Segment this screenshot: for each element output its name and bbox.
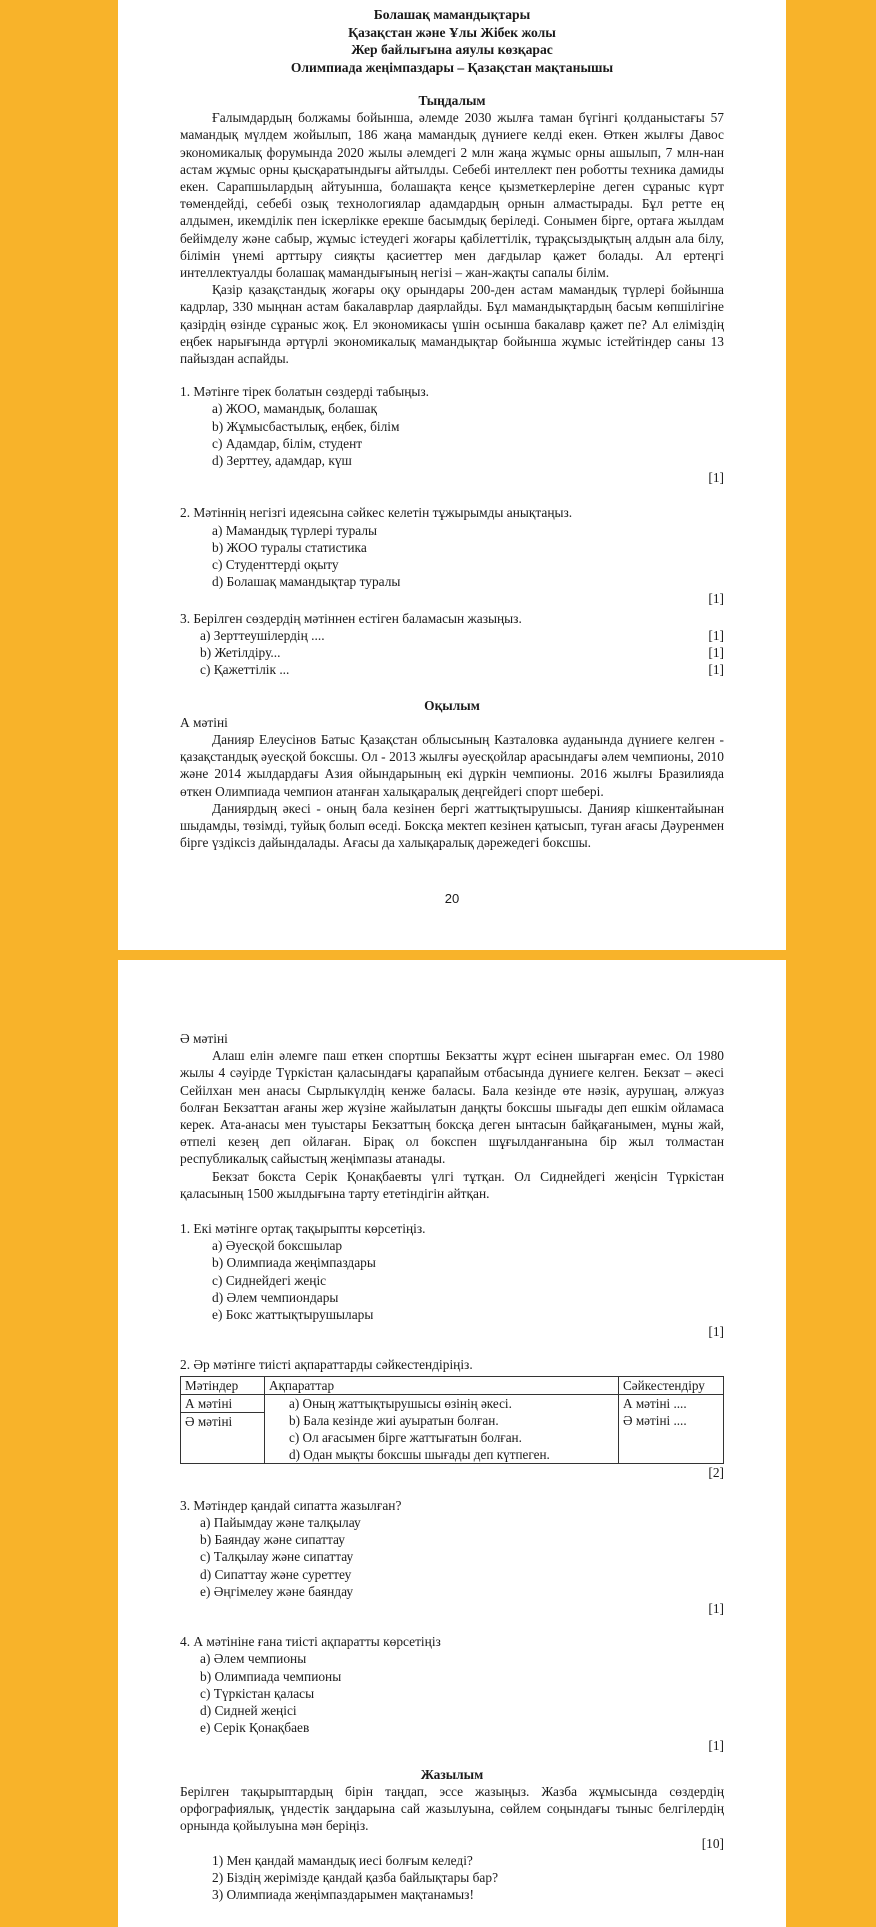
matching-table	[180, 1376, 724, 1464]
listening-paragraph: Қазір қазақстандық жоғары оқу орындары 200-ден астам мамандық түрлері бойынша кадрлар, 330 мыңнан астам бакалаврлар даярлайды. Бұл мамандықтардың басым көпшілігіне қазірдің өзінде сұраныс жоқ. Ел экономикасы үшін осынша бакалавр қажет пе? Ал еліміздің еңбек нарығында әртүрлі экономикалық мамандықтар бойынша жұмыс істейтіндер саны 13 пайыздан аспайды.	[180, 282, 724, 367]
table-header-cell: Сәйкестендіру	[619, 1376, 724, 1394]
score-mark: [1]	[708, 1324, 724, 1340]
score-mark: [1]	[708, 470, 724, 486]
score-mark: [10]	[701, 1835, 724, 1851]
text-a-paragraph: Даниярдың әкесі - оның бала кезінен бергі жаттықтырушысы. Данияр кішкентайынан шыдамды, төзімді, туйық болып өседі. Боксқа мектеп кезінен қатысып, туған ағасы Дәуренмен бірге үздіксіз дайындалады. Ағасы да халықаралық дәрежедегі боксшы.	[180, 800, 724, 851]
question-text: 3. Мәтіндер қандай сипатта жазылған?	[180, 1497, 402, 1513]
score-mark: [1]	[708, 1737, 724, 1753]
page-number: 20	[444, 891, 460, 906]
match-blank: А мәтіні ....	[623, 1395, 687, 1411]
score-mark: [1]	[708, 645, 724, 661]
table-cell	[619, 1394, 724, 1463]
question-text: 1. Екі мәтінге ортақ тақырыпты көрсетіңіз.	[180, 1221, 426, 1237]
text-name-cell: А мәтіні	[181, 1395, 264, 1413]
text-name-cell: Ә мәтіні	[185, 1413, 233, 1429]
listening-paragraph: Ғалымдардың болжамы бойынша, әлемде 2030 жылға таман бүгінгі қолданыстағы 57 мамандық мүлдем жойылып, 186 жаңа мамандық дүниеге келді екен. Өткен жылғы Давос экономикалық форумында 2020 жылы әлемдегі 2 млн жаңа жұмыс орны ашылып, 7 млн-нан астам жұмыс орны қысқаратындығы айтылды. Себебі интеллект пен роботты техника дамиды екен. Сарапшылардың айтуынша, болашақта кеңсе қызметкерлеріне деген сұраныс күрт төмендейді, себебі озық технологиялар адамдардың орнын алмастырады. Бұл ретте ең алдымен, икемділік пен іскерлікке ерекше басымдық беріледі. Сонымен бірге, ортаға жылдам бейімделу және сабыр, жұмыс істеудегі жоғары қабілеттілік, тұрақсыздықтың алдын ала білу, білімін үнемі арттыру сияқты қасиеттер мен дағдылар қажет болады. Ал ертеңгі интеллектуалды болашақ мамандығының негізі – жан-жақты сапалы білім.	[180, 110, 724, 281]
document-page-2	[118, 960, 786, 1927]
question-block	[180, 383, 724, 486]
document-page-1	[118, 0, 786, 950]
answer-option: b) Олимпиада чемпионы	[200, 1668, 342, 1684]
answer-option: c) Түркістан қаласы	[200, 1685, 315, 1701]
section-title-reading: Оқылым	[424, 697, 480, 713]
table-cell	[265, 1394, 619, 1463]
answer-option: d) Зерттеу, адамдар, күш	[212, 453, 352, 469]
question-text: 1. Мәтінге тірек болатын сөздерді табыңыз.	[180, 384, 430, 400]
text-a-label: А мәтіні	[180, 714, 228, 730]
info-item: a) Оның жаттықтырушысы өзінің әкесі.	[289, 1395, 512, 1411]
answer-option: a) Мамандық түрлері туралы	[212, 522, 378, 538]
text-b-paragraph: Алаш елін әлемге паш еткен спортшы Бекзатты жұрт есінен шығарған емес. Ол 1980 жылы 4 сәуірде Түркістан қаласындағы қарапайым отбасында дүниеге келген. Бекзат – әкесі Сейілхан мен анасы Сырлыкүлдің кенже баласы. Бала кезінде өте нәзік, аурушаң, әлжуаз болған Бекзаттан ағаны жер жүзіне жайылатын даңқты боксшы шығады деп ешкім ойламаса керек. Ата-анасы мен туыстары Бекзаттың боксқа деген ынтасын байқағанымен, мұны жай, өтпелі кезең деп ойлаған. Бірақ ол бокспен шұғылданғанына бір жыл толмастан республикалық сайыстың жеңімпазы атанады.	[180, 1048, 724, 1167]
answer-option: b) Жұмысбастылық, еңбек, білім	[212, 418, 400, 434]
answer-option: d) Әлем чемпиондары	[212, 1289, 339, 1305]
answer-option: b) Баяндау және сипаттау	[200, 1532, 345, 1548]
info-item: d) Одан мықты боксшы шығады деп күтпеген.	[289, 1446, 550, 1462]
answer-row	[180, 627, 724, 644]
answer-option: b) Олимпиада жеңімпаздары	[212, 1255, 376, 1271]
question-text: 3. Берілген сөздердің мәтіннен естіген баламасын жазыңыз.	[180, 610, 522, 626]
answer-option: a) ЖОО, мамандық, болашақ	[212, 401, 377, 417]
answer-item: a) Зерттеушілердің ....	[200, 627, 325, 643]
text-b-paragraph: Бекзат бокста Серік Қонақбаевты үлгі тұтқан. Ол Сиднейдегі жеңісін Түркістан қаласының 1500 жылдығына тарту ететіндігін айтқан.	[180, 1168, 724, 1201]
score-mark: [1]	[708, 627, 724, 643]
answer-option: e) Әңгімелеу және баяндау	[200, 1583, 354, 1599]
question-block	[180, 504, 724, 607]
answer-row	[180, 644, 724, 661]
score-mark: [1]	[708, 1601, 724, 1617]
section-title-writing: Жазылым	[420, 1766, 484, 1782]
answer-option: d) Болашақ мамандықтар туралы	[212, 574, 401, 590]
answer-option: d) Сипаттау және суреттеу	[200, 1566, 352, 1582]
header-line: Қазақстан және Ұлы Жібек жолы	[348, 24, 556, 40]
answer-option: c) Сиднейдегі жеңіс	[212, 1272, 327, 1288]
question-block	[180, 1497, 724, 1617]
answer-item: b) Жетілдіру...	[200, 645, 281, 661]
question-block	[180, 1633, 724, 1753]
header-line: Болашақ мамандықтары	[373, 7, 531, 22]
table-cell	[181, 1394, 265, 1463]
answer-option: e) Бокс жаттықтырушылары	[212, 1307, 374, 1323]
answer-option: c) Адамдар, білім, студент	[212, 435, 363, 451]
essay-topic: 1) Мен қандай мамандық иесі болғым келеді?	[212, 1852, 473, 1868]
question-block	[180, 610, 724, 679]
essay-topic: 2) Біздің жерімізде қандай қазба байлықтары бар?	[212, 1869, 499, 1885]
question-text: 2. Әр мәтінге тиісті ақпараттарды сәйкестендіріңіз.	[180, 1357, 473, 1373]
writing-instruction: Берілген тақырыптардың бірін таңдап, эссе жазыңыз. Жазба жұмысында сөздердің орфографиялық, үндестік заңдарына сай жазылуына, сөйлем соңындағы тыныс белгілердің орнында қойылуына мән беріңіз.	[180, 1783, 724, 1834]
answer-option: e) Серік Қонақбаев	[200, 1720, 310, 1736]
table-header-cell: Мәтіндер	[181, 1376, 265, 1394]
header-line: Жер байлығына аяулы көзқарас	[351, 42, 553, 57]
question-text: 4. А мәтініне ғана тиісті ақпаратты көрсетіңіз	[180, 1634, 441, 1650]
answer-option: d) Сидней жеңісі	[200, 1703, 297, 1719]
info-item: c) Ол ағасымен бірге жаттығатын болған.	[289, 1429, 522, 1445]
table-row	[181, 1394, 724, 1463]
question-block	[180, 1356, 724, 1480]
text-a-paragraph: Данияр Елеусінов Батыс Қазақстан облысының Казталовка ауданында дүниеге келген - қазақстандық әуесқой боксшы. Ол - 2013 жылғы әуесқойлар арасындағы әлем чемпионы, 2010 және 2014 жылдардағы Азия ойындарының екі дүркін чемпионы. 2016 жылғы Бразилияда өткен Олимпиада чемпион атанған халықаралық деңгейдегі спорт шебері.	[180, 731, 724, 799]
score-mark: [1]	[708, 591, 724, 607]
score-mark: [1]	[708, 662, 724, 678]
essay-topic: 3) Олимпиада жеңімпаздарымен мақтанамыз!	[212, 1887, 474, 1903]
table-header-row	[181, 1376, 724, 1394]
header-line: Олимпиада жеңімпаздары – Қазақстан мақтанышы	[290, 59, 614, 75]
answer-option: a) Әлем чемпионы	[200, 1651, 307, 1667]
info-item: b) Бала кезінде жиі ауыратын болған.	[289, 1412, 499, 1428]
text-b-label: Ә мәтіні	[180, 1031, 228, 1046]
section-title-listening: Тыңдалым	[418, 93, 486, 108]
answer-item: c) Қажеттілік ...	[200, 662, 290, 678]
answer-row	[180, 661, 724, 678]
match-blank: Ә мәтіні ....	[623, 1412, 687, 1428]
score-mark: [2]	[708, 1464, 724, 1480]
answer-option: c) Талқылау және сипаттау	[200, 1549, 354, 1565]
question-text: 2. Мәтіннің негізгі идеясына сәйкес келетін тұжырымды анықтаңыз.	[180, 505, 573, 521]
answer-option: b) ЖОО туралы статистика	[212, 539, 367, 555]
essay-topics	[180, 1852, 724, 1904]
answer-option: c) Студенттерді оқыту	[212, 557, 339, 573]
answer-option: a) Пайымдау және талқылау	[200, 1515, 361, 1531]
answer-option: a) Әуесқой боксшылар	[212, 1238, 343, 1254]
table-header-cell: Ақпараттар	[265, 1376, 619, 1394]
question-block	[180, 1220, 724, 1340]
